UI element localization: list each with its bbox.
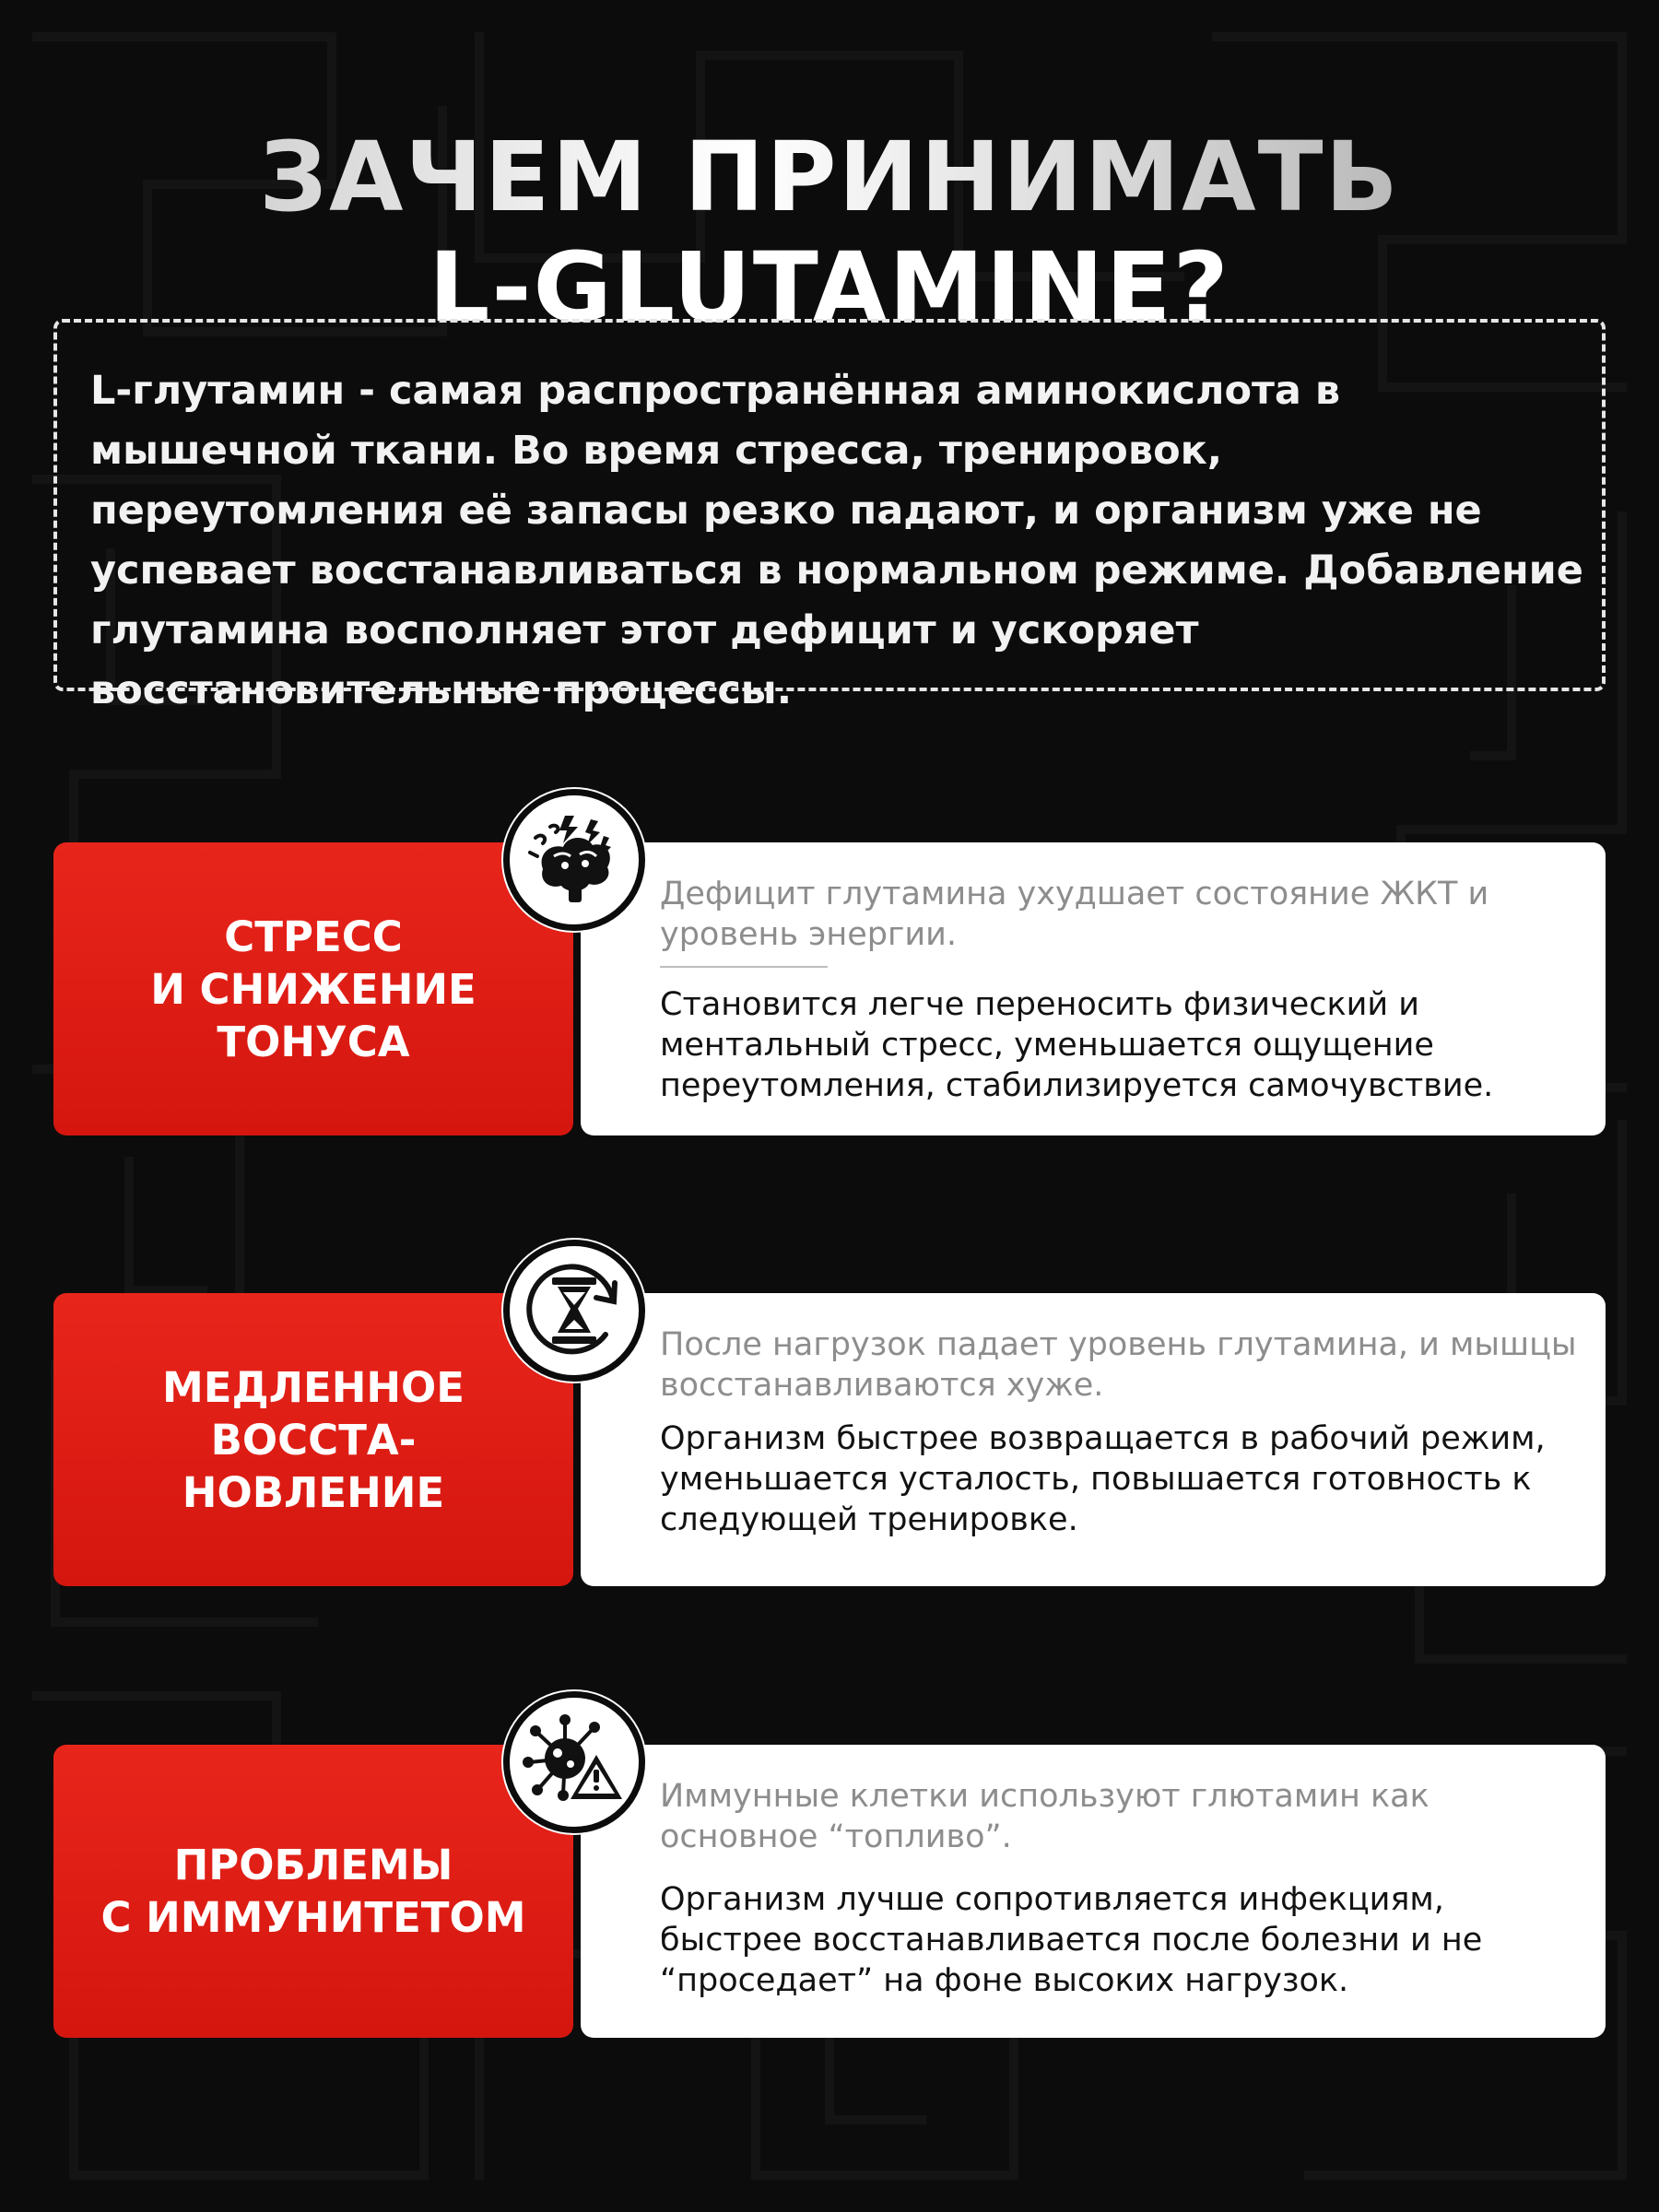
- card-divider: [660, 966, 828, 968]
- white-card-stress: [581, 842, 1606, 1135]
- red-card-stress: [53, 842, 573, 1135]
- benefit-text: Организм лучше сопротивляется инфекциям, быстрее восстанавливается после болезни и не “проседает” на фоне высоких нагрузок.: [660, 1881, 1483, 1999]
- title-line-2: L-GLUTAMINE?: [429, 230, 1230, 344]
- icon-badge: [503, 1240, 645, 1382]
- benefit-row-immunity: [0, 1745, 1659, 2040]
- problem-text: Иммунные клетки используют глютамин как основное “топливо”.: [660, 1778, 1430, 1855]
- red-card-immunity: [53, 1745, 573, 2038]
- page-title: [0, 122, 1659, 343]
- problem-text: После нагрузок падает уровень глутамина, и мышцы восстанавливаются хуже.: [660, 1326, 1577, 1404]
- stressed-brain-icon: [510, 795, 639, 924]
- benefit-text: Становится легче переносить физический и ментальный стресс, уменьшается ощущение переутомления, стабилизируется самочувствие.: [660, 986, 1494, 1104]
- red-card-title: МЕДЛЕННОЕ ВОССТА- НОВЛЕНИЕ: [161, 1362, 465, 1517]
- intro-text: L-глутамин - самая распространённая аминокислота в мышечной ткани. Во время стресса, тренировок, переутомления её запасы резко падают, и организм уже не успевает восстанавливаться в нормальном режиме. Добавление глутамина восполняет этот дефицит и ускоряет восстановительные процессы.: [90, 368, 1583, 713]
- hourglass-refresh-icon: [510, 1246, 639, 1375]
- problem-text: Дефицит глутамина ухудшает состояние ЖКТ и уровень энергии.: [660, 876, 1489, 953]
- red-card-recovery: [53, 1293, 573, 1586]
- red-card-title: ПРОБЛЕМЫ С ИММУНИТЕТОМ: [100, 1841, 526, 1942]
- title-line-1: ЗАЧЕМ ПРИНИМАТЬ: [0, 122, 1659, 232]
- icon-badge: [503, 1691, 645, 1833]
- benefit-text: Организм быстрее возвращается в рабочий режим, уменьшается усталость, повышается готовность к следующей тренировке.: [660, 1420, 1546, 1538]
- virus-warning-icon: [510, 1698, 639, 1827]
- white-card-immunity: [581, 1745, 1606, 2038]
- icon-badge: [503, 789, 645, 931]
- intro-box: [53, 319, 1606, 713]
- white-card-recovery: [581, 1293, 1606, 1586]
- benefit-row-recovery: [0, 1293, 1659, 1588]
- red-card-title: СТРЕСС И СНИЖЕНИЕ ТОНУСА: [150, 912, 477, 1066]
- benefit-row-stress: [0, 842, 1659, 1137]
